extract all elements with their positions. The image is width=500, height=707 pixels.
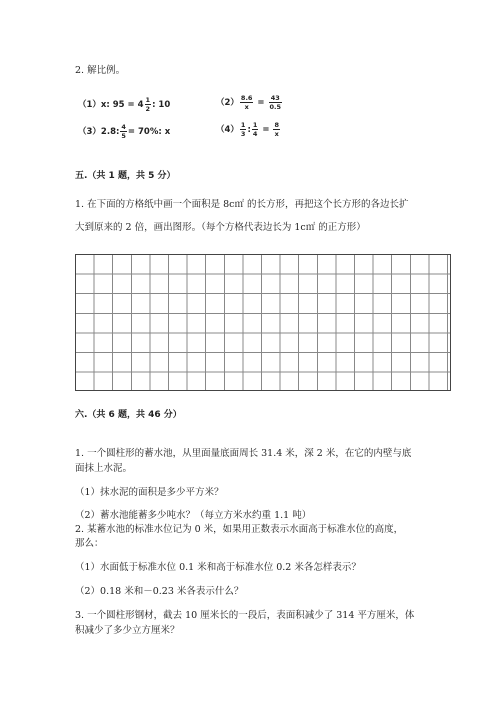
question-text: 那么： — [75, 538, 104, 549]
expr-post: : 10 — [152, 100, 171, 110]
question-text: 积减少了多少立方厘米？ — [75, 625, 180, 636]
expr-pre: 2.8: — [100, 127, 120, 137]
question-text: 面抹上水泥。 — [75, 463, 133, 474]
fraction: $\frac{1}{2}$ — [145, 96, 151, 113]
fraction: $\frac{8}{x}$ — [274, 121, 279, 138]
sub-question: （1）水面低于标准水位 0.1 米和高于标准水位 0.2 米各怎样表示？ — [75, 562, 361, 573]
proportion-1 — [78, 96, 170, 113]
expr-pre: x: 95 = 4 — [100, 100, 144, 110]
proportion-4: （4） $\frac{1}{3}$ : $\frac{1}{4}$ = $\frac{8}{x}$ — [216, 121, 279, 138]
fraction: $\frac{1}{4}$ — [252, 121, 258, 138]
fraction: $\frac{1}{3}$ — [240, 121, 246, 138]
item-label: （2） — [216, 98, 239, 108]
item-label: （3） — [78, 127, 101, 137]
question-text: 3. 一个圆柱形钢材，截去 10 厘米长的一段后，表面积减少了 314 平方厘米，体 — [75, 610, 415, 621]
item-label: （1） — [78, 100, 101, 110]
section-6-heading: 六.（共 6 题，共 46 分） — [75, 410, 182, 420]
section-5-question-line: 大到原来的 2 倍，画出图形。（每个方格代表边长为 1c㎡ 的正方形） — [75, 222, 366, 233]
fraction: $\frac{4}{5}$ — [121, 123, 126, 140]
sub-question: （2）0.18 米和－0.23 米各表示什么？ — [75, 586, 244, 597]
item-label: （4） — [216, 125, 239, 135]
expr-post: = 70%: x — [127, 127, 171, 137]
fraction: $\frac{43}{0.5}$ — [269, 94, 282, 111]
fraction: $\frac{8.6}{x}$ — [240, 94, 253, 111]
question-text: 1. 一个圆柱形的蓄水池，从里面量底面周长 31.4 米，深 2 米，在它的内壁与底 — [75, 448, 412, 459]
proportion-2: （2） $\frac{8.6}{x}$ = $\frac{43}{0.5}$ — [216, 94, 282, 111]
question-text: 2. 某蓄水池的标准水位记为 0 米，如果用正数表示水面高于标准水位的高度， — [75, 524, 404, 535]
question-2-title: 2. 解比例。 — [75, 65, 126, 76]
section-5-heading: 五.（共 1 题，共 5 分） — [75, 171, 176, 181]
proportion-3 — [78, 123, 170, 140]
grid-paper[interactable] — [75, 254, 451, 391]
sub-question: （2）蓄水池能蓄多少吨水？（每立方米水约重 1.1 吨） — [75, 510, 312, 521]
sub-question: （1）抹水泥的面积是多少平方米？ — [75, 487, 224, 498]
section-5-question-line: 1. 在下面的方格纸中画一个面积是 8c㎡ 的长方形，再把这个长方形的各边长扩 — [75, 199, 409, 210]
